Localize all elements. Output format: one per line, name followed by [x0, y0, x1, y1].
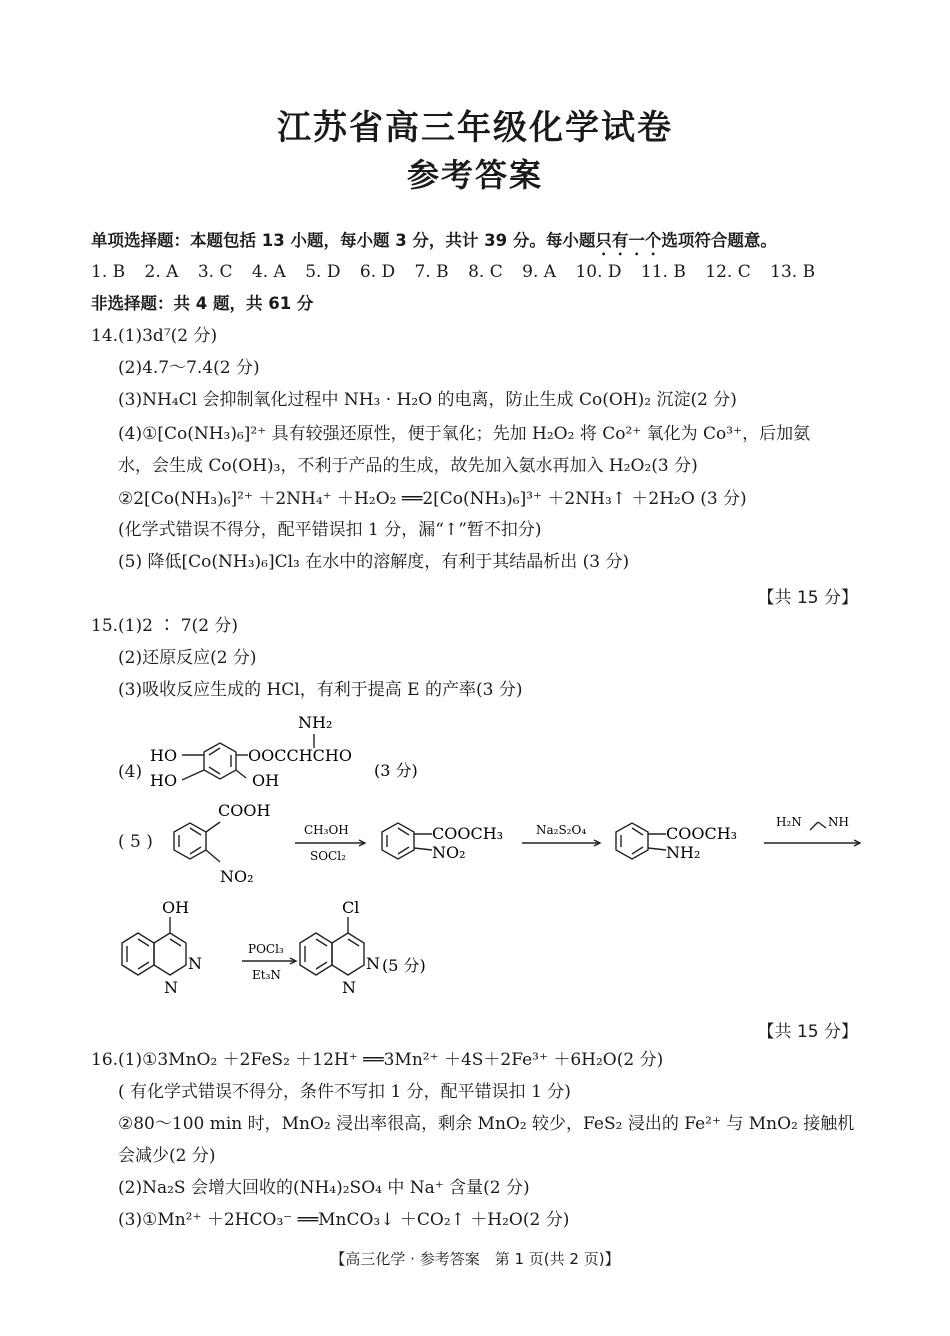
q14-line-8: (5) 降低[Co(NH₃)₆]Cl₃ 在水中的溶解度，有利于其结晶析出 (3 分) [118, 552, 630, 572]
syn-cooh: COOH [218, 801, 271, 820]
nonmc-header: 非选择题：共 4 题，共 61 分 [91, 294, 314, 313]
struct4-oh: OH [252, 771, 280, 790]
syn-r2-top: Na₂S₂O₄ [536, 823, 587, 837]
syn-oh: OH [162, 898, 190, 917]
mc-answer: 1. B [91, 262, 126, 282]
mc-answer: 12. C [705, 262, 751, 282]
syn-n4: N [342, 978, 356, 997]
q15-line-2: (2)还原反应(2 分) [118, 648, 257, 668]
mc-answer: 2. A [144, 262, 179, 282]
syn-n2: N [164, 978, 178, 997]
mc-answer: 8. C [468, 262, 503, 282]
syn-n3: N [366, 954, 380, 973]
mc-answer: 9. A [522, 262, 557, 282]
mc-answer: 10. D [575, 262, 622, 282]
struct4-nh2: NH₂ [298, 713, 333, 732]
syn-r1-top: CH₃OH [304, 823, 349, 837]
page-footer: 【高三化学 · 参考答案 第 1 页(共 2 页)】 [330, 1250, 620, 1268]
mc-answer: 7. B [414, 262, 449, 282]
q16-line-1: 16.(1)①3MnO₂ ＋2FeS₂ ＋12H⁺ ══3Mn²⁺ ＋4S＋2Fe³⁺ ＋6H₂O(2 分) [91, 1050, 664, 1070]
q16-line-3: ②80～100 min 时，MnO₂ 浸出率很高，剩余 MnO₂ 较少，FeS₂ 浸出的 Fe²⁺ 与 MnO₂ 接触机 [118, 1114, 855, 1134]
q15-5-route-row2 [110, 895, 490, 1010]
struct4-ho2: HO [150, 771, 178, 790]
q14-total: 【共 15 分】 [757, 588, 858, 608]
mc-answers [91, 260, 829, 284]
syn-score: (5 分) [382, 956, 426, 975]
syn-nh2: NH₂ [666, 843, 701, 862]
syn-r3-b: NH [828, 815, 849, 829]
syn-r4-bot: Et₃N [252, 968, 281, 982]
q15-line-3: (3)吸收反应生成的 HCl，有利于提高 E 的产率(3 分) [118, 680, 523, 700]
syn-n1: N [188, 954, 202, 973]
q14-line-3: (3)NH₄Cl 会抑制氧化过程中 NH₃ · H₂O 的电离，防止生成 Co(OH)₂ 沉淀(2 分) [118, 390, 737, 410]
mc-header [91, 229, 777, 259]
syn-no2b: NO₂ [432, 843, 466, 862]
struct4-ho1: HO [150, 746, 178, 765]
q16-line-5: (2)Na₂S 会增大回收的(NH₄)₂SO₄ 中 Na⁺ 含量(2 分) [118, 1178, 530, 1198]
mc-answer: 4. A [251, 262, 286, 282]
q14-line-1: 14.(1)3d⁷(2 分) [91, 326, 218, 346]
q14-line-4: (4)①[Co(NH₃)₆]²⁺ 具有较强还原性，便于氧化；先加 H₂O₂ 将 Co²⁺ 氧化为 Co³⁺，后加氨 [118, 424, 811, 444]
syn-r3-a: H₂N [776, 815, 802, 829]
mc-answer: 11. B [640, 262, 686, 282]
q14-line-6: ②2[Co(NH₃)₆]²⁺ ＋2NH₄⁺ ＋H₂O₂ ══2[Co(NH₃)₆]³⁺ ＋2NH₃↑ ＋2H₂O (3 分) [118, 489, 747, 509]
syn-r1-bot: SOCl₂ [310, 849, 346, 863]
syn-no2a: NO₂ [220, 867, 254, 886]
q15-4-label: (4) [118, 762, 143, 782]
q14-line-7: (化学式错误不得分，配平错误扣 1 分，漏“↑”暂不扣分) [118, 520, 542, 540]
syn-coome2: COOCH₃ [666, 824, 738, 843]
mc-answer: 5. D [305, 262, 341, 282]
mc-answer: 3. C [197, 262, 233, 282]
struct4-chain: OOCCHCHO [248, 746, 352, 765]
q15-4-structure [148, 706, 438, 796]
q14-line-5: 水，会生成 Co(OH)₃，不利于产品的生成，故先加入氨水再加入 H₂O₂(3 分) [118, 456, 698, 476]
q15-line-1: 15.(1)2 ∶ 7(2 分) [91, 616, 239, 636]
mc-header-post: 选项符合题意。 [661, 231, 777, 250]
q14-line-2: (2)4.7～7.4(2 分) [118, 358, 260, 378]
mc-header-pre: 单项选择题：本题包括 13 小题，每小题 3 分，共计 39 分。每小题 [91, 231, 596, 250]
q16-line-2: ( 有化学式错误不得分，条件不写扣 1 分，配平错误扣 1 分) [118, 1082, 571, 1102]
mc-answer: 13. B [770, 262, 816, 282]
syn-r4-top: POCl₃ [248, 942, 284, 956]
q15-4-score: (3 分) [374, 761, 418, 780]
syn-coome1: COOCH₃ [432, 824, 504, 843]
page-subtitle: 参考答案 [406, 156, 543, 194]
q15-5-route-row1 [160, 800, 870, 890]
page-title: 江苏省高三年级化学试卷 [277, 108, 673, 148]
q16-line-4: 会减少(2 分) [118, 1146, 216, 1166]
q15-total: 【共 15 分】 [757, 1022, 858, 1042]
syn-cl: Cl [342, 898, 360, 917]
mc-answer: 6. D [359, 262, 396, 282]
q15-5-label: ( 5 ) [118, 832, 153, 852]
mc-header-emphasis: 只有一个 [595, 231, 662, 250]
q16-line-6: (3)①Mn²⁺ ＋2HCO₃⁻ ══MnCO₃↓ ＋CO₂↑ ＋H₂O(2 分) [118, 1210, 570, 1230]
